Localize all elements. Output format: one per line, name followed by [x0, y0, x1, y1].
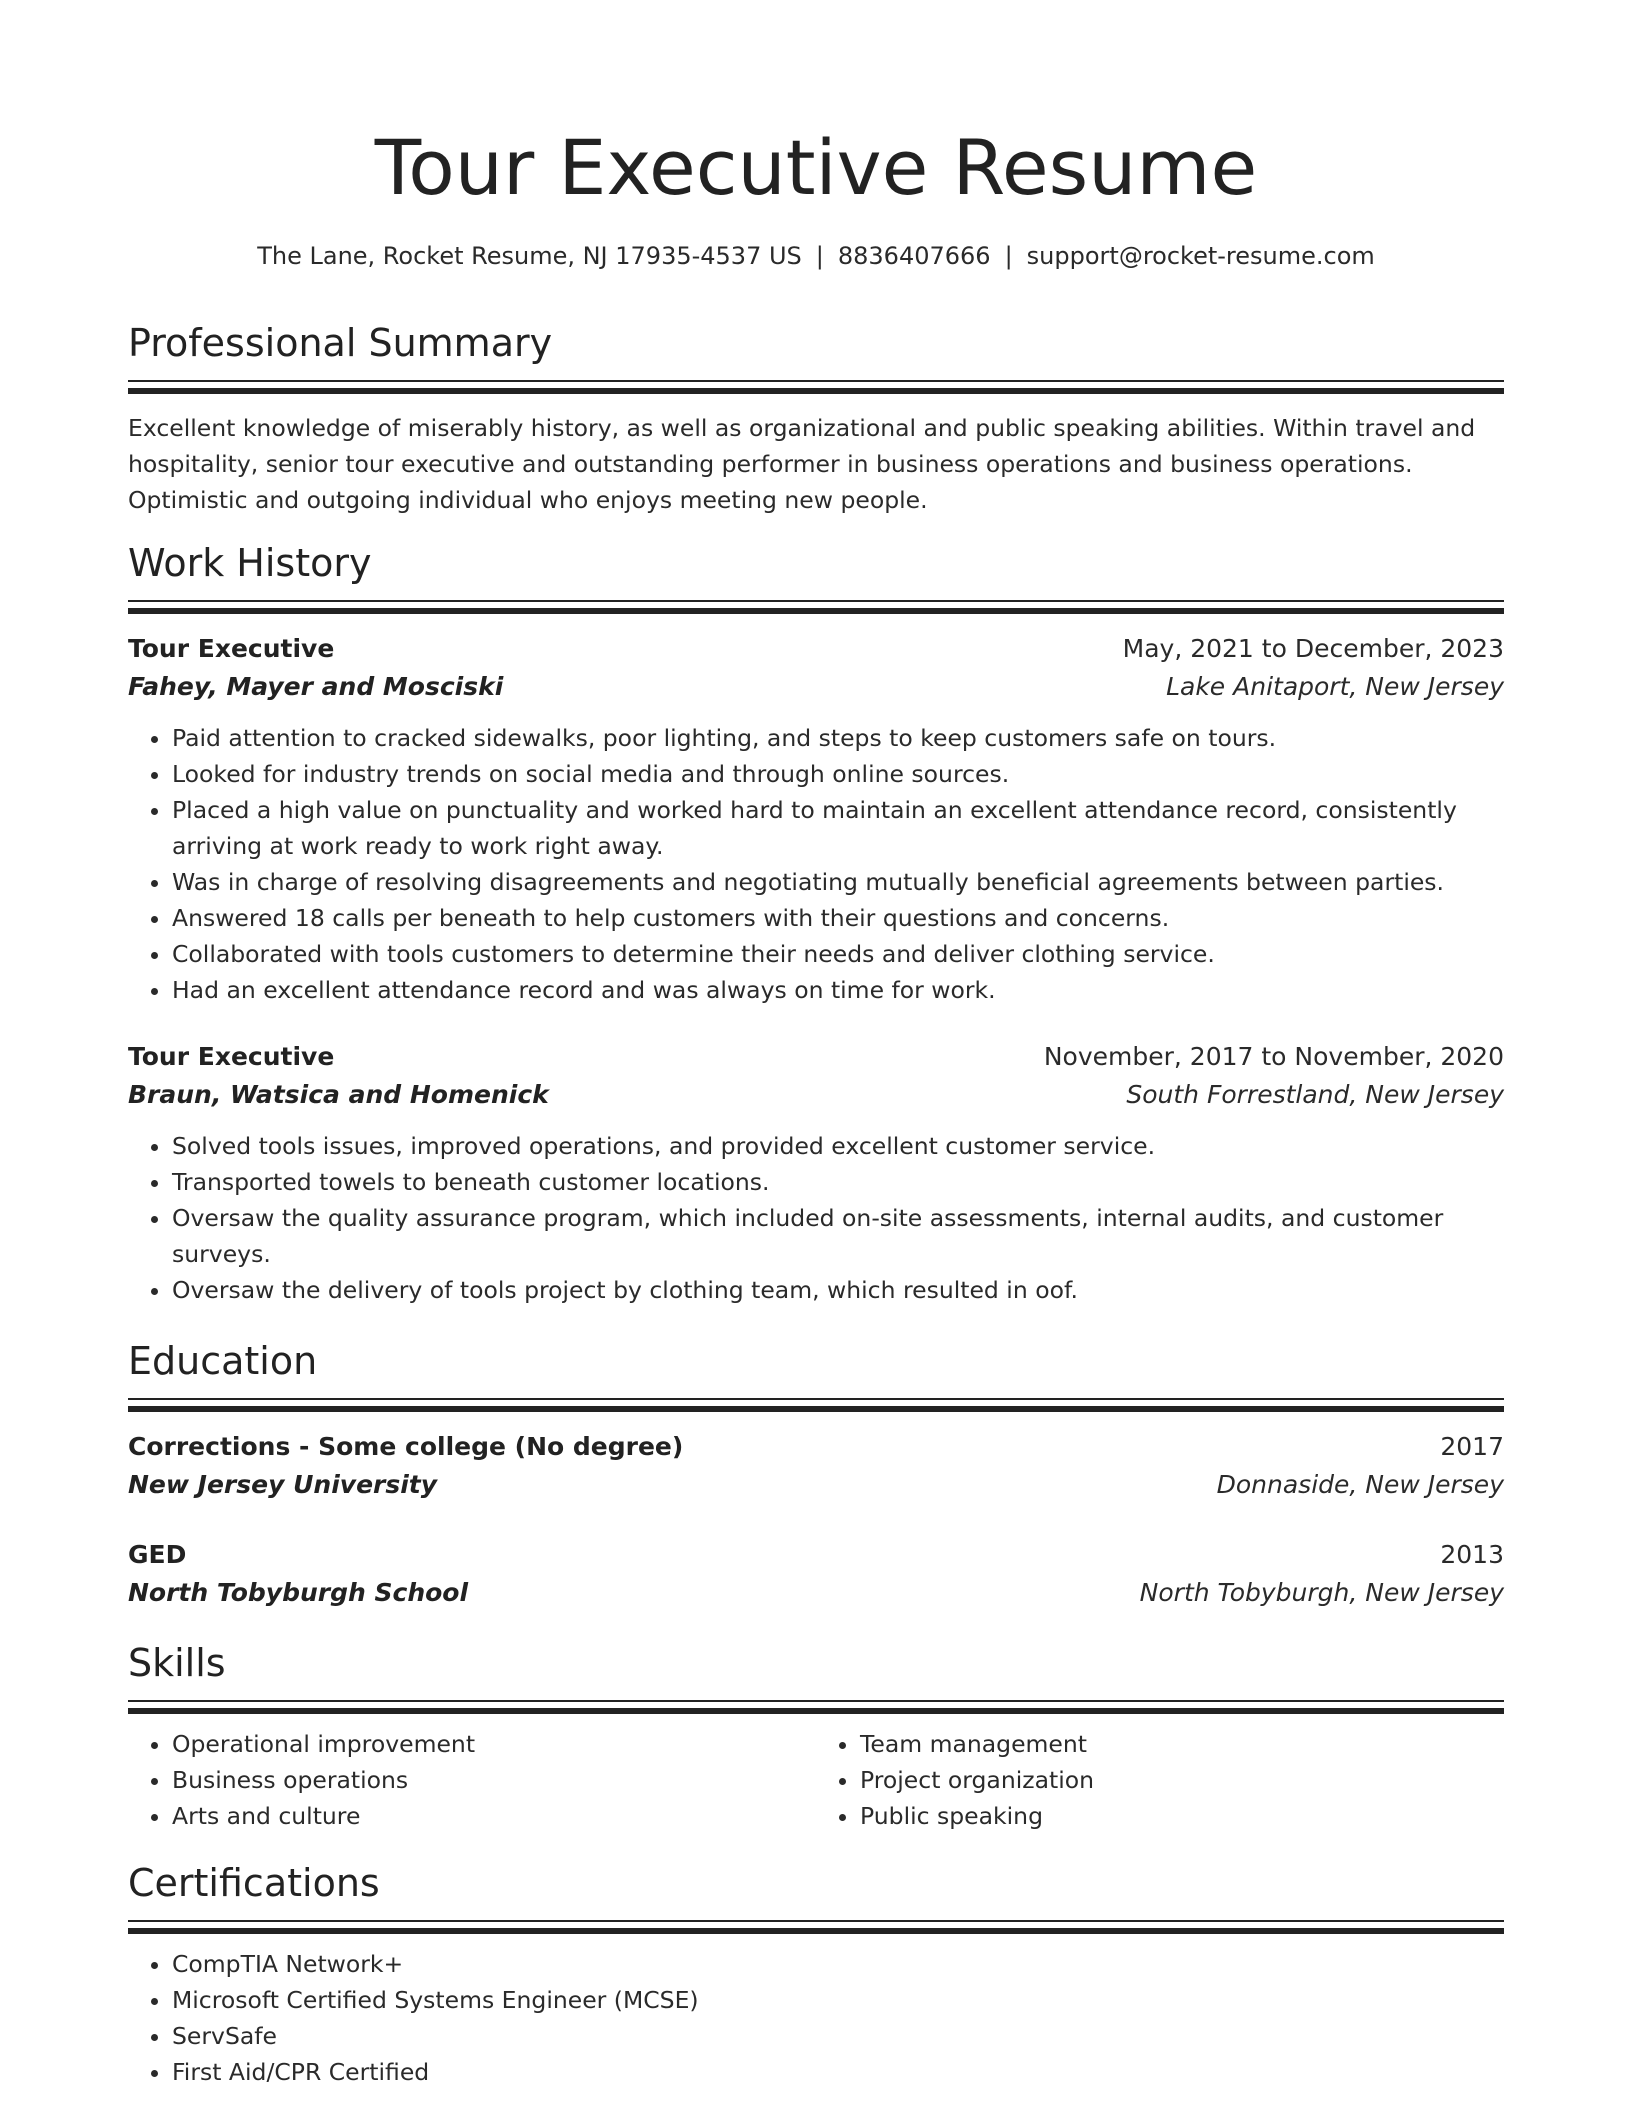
education-entry — [128, 1428, 1504, 1504]
section-rule-thick — [128, 608, 1504, 614]
section-rule-thin — [128, 1920, 1504, 1922]
skills-section — [128, 1638, 1504, 1834]
job-position: Tour Executive — [128, 634, 335, 663]
list-item: • Collaborated with tools customers to determine their needs and deliver clothing service. — [172, 936, 1504, 972]
section-rule-thin — [128, 600, 1504, 602]
certifications-section — [128, 1858, 1504, 2090]
list-item: • Oversaw the quality assurance program, which included on-site assessments, internal audits, and customer surveys. — [172, 1200, 1504, 1272]
work-section — [128, 538, 1504, 1308]
education-section — [128, 1336, 1504, 1612]
contact-address: The Lane, Rocket Resume, NJ 17935-4537 US — [257, 242, 802, 270]
skills-grid — [128, 1726, 1504, 1834]
job-position: Tour Executive — [128, 1042, 335, 1071]
education-year: 2013 — [1440, 1540, 1504, 1569]
section-title: Certifications — [128, 1861, 380, 1905]
contact-line — [128, 238, 1504, 274]
job-location: South Forrestland, New Jersey — [1126, 1080, 1504, 1109]
section-rule-thick — [128, 1928, 1504, 1934]
job-bullets — [128, 720, 1504, 1008]
list-item: • Business operations — [172, 1762, 816, 1798]
section-title: Education — [128, 1339, 318, 1383]
job-entry — [128, 1038, 1504, 1308]
list-item: • Looked for industry trends on social media and through online sources. — [172, 756, 1504, 792]
job-header-row — [128, 1038, 1504, 1076]
education-school-row — [128, 1574, 1504, 1612]
section-rule-thick — [128, 1406, 1504, 1412]
education-header-row — [128, 1428, 1504, 1466]
list-item: • Placed a high value on punctuality and worked hard to maintain an excellent attendance record, consistently arriving at work ready to work right away. — [172, 792, 1504, 864]
section-rule-thin — [128, 1700, 1504, 1702]
certifications-list — [128, 1946, 1504, 2090]
list-item: • Public speaking — [860, 1798, 1504, 1834]
list-item: • First Aid/CPR Certified — [172, 2054, 1504, 2090]
list-item: • Answered 18 calls per beneath to help customers with their questions and concerns. — [172, 900, 1504, 936]
contact-phone: 8836407666 — [837, 242, 991, 270]
contact-email: support@rocket-resume.com — [1026, 242, 1375, 270]
education-school-row — [128, 1466, 1504, 1504]
education-year: 2017 — [1440, 1432, 1504, 1461]
education-school: North Tobyburgh School — [128, 1578, 469, 1607]
education-location: Donnaside, New Jersey — [1216, 1470, 1504, 1499]
list-item: • Arts and culture — [172, 1798, 816, 1834]
job-company: Fahey, Mayer and Mosciski — [128, 672, 504, 701]
list-item: • Transported towels to beneath customer locations. — [172, 1164, 1504, 1200]
summary-section — [128, 318, 1504, 518]
list-item: • CompTIA Network+ — [172, 1946, 1504, 1982]
section-title: Work History — [128, 541, 372, 585]
job-dates: May, 2021 to December, 2023 — [1122, 634, 1504, 663]
job-header-row — [128, 630, 1504, 668]
list-item: • Team management — [860, 1726, 1504, 1762]
list-item: • Solved tools issues, improved operations, and provided excellent customer service. — [172, 1128, 1504, 1164]
list-item: • Had an excellent attendance record and was always on time for work. — [172, 972, 1504, 1008]
list-item: • Paid attention to cracked sidewalks, poor lighting, and steps to keep customers safe on tours. — [172, 720, 1504, 756]
resume-title: Tour Executive Resume — [374, 123, 1258, 212]
education-location: North Tobyburgh, New Jersey — [1139, 1578, 1504, 1607]
list-item: • Operational improvement — [172, 1726, 816, 1762]
list-item: • Microsoft Certified Systems Engineer (MCSE) — [172, 1982, 1504, 2018]
job-entry — [128, 630, 1504, 1008]
education-degree: GED — [128, 1540, 187, 1569]
job-company-row — [128, 668, 1504, 706]
list-item: • Oversaw the delivery of tools project by clothing team, which resulted in oof. — [172, 1272, 1504, 1308]
skills-list-left — [128, 1726, 816, 1834]
section-rule-thin — [128, 380, 1504, 382]
job-location: Lake Anitaport, New Jersey — [1166, 672, 1504, 701]
education-school: New Jersey University — [128, 1470, 438, 1499]
education-degree: Corrections - Some college (No degree) — [128, 1432, 684, 1461]
list-item: • ServSafe — [172, 2018, 1504, 2054]
job-company: Braun, Watsica and Homenick — [128, 1080, 549, 1109]
section-rule-thick — [128, 388, 1504, 394]
contact-separator: | — [1004, 242, 1013, 270]
section-rule-thick — [128, 1708, 1504, 1714]
list-item: • Project organization — [860, 1762, 1504, 1798]
job-company-row — [128, 1076, 1504, 1114]
contact-separator: | — [815, 242, 824, 270]
list-item: • Was in charge of resolving disagreements and negotiating mutually beneficial agreements between parties. — [172, 864, 1504, 900]
summary-text: Excellent knowledge of miserably history, as well as organizational and public speaking abilities. Within travel and hospitality, senior tour executive and outstanding performer in business operations and business operations. Optimistic and outgoing individual who enjoys meeting new people. — [128, 414, 1476, 514]
section-title: Skills — [128, 1641, 226, 1685]
education-entry — [128, 1536, 1504, 1612]
job-dates: November, 2017 to November, 2020 — [1043, 1042, 1504, 1071]
section-title: Professional Summary — [128, 321, 553, 365]
section-rule-thin — [128, 1398, 1504, 1400]
job-bullets — [128, 1128, 1504, 1308]
education-header-row — [128, 1536, 1504, 1574]
skills-list-right — [816, 1726, 1504, 1834]
